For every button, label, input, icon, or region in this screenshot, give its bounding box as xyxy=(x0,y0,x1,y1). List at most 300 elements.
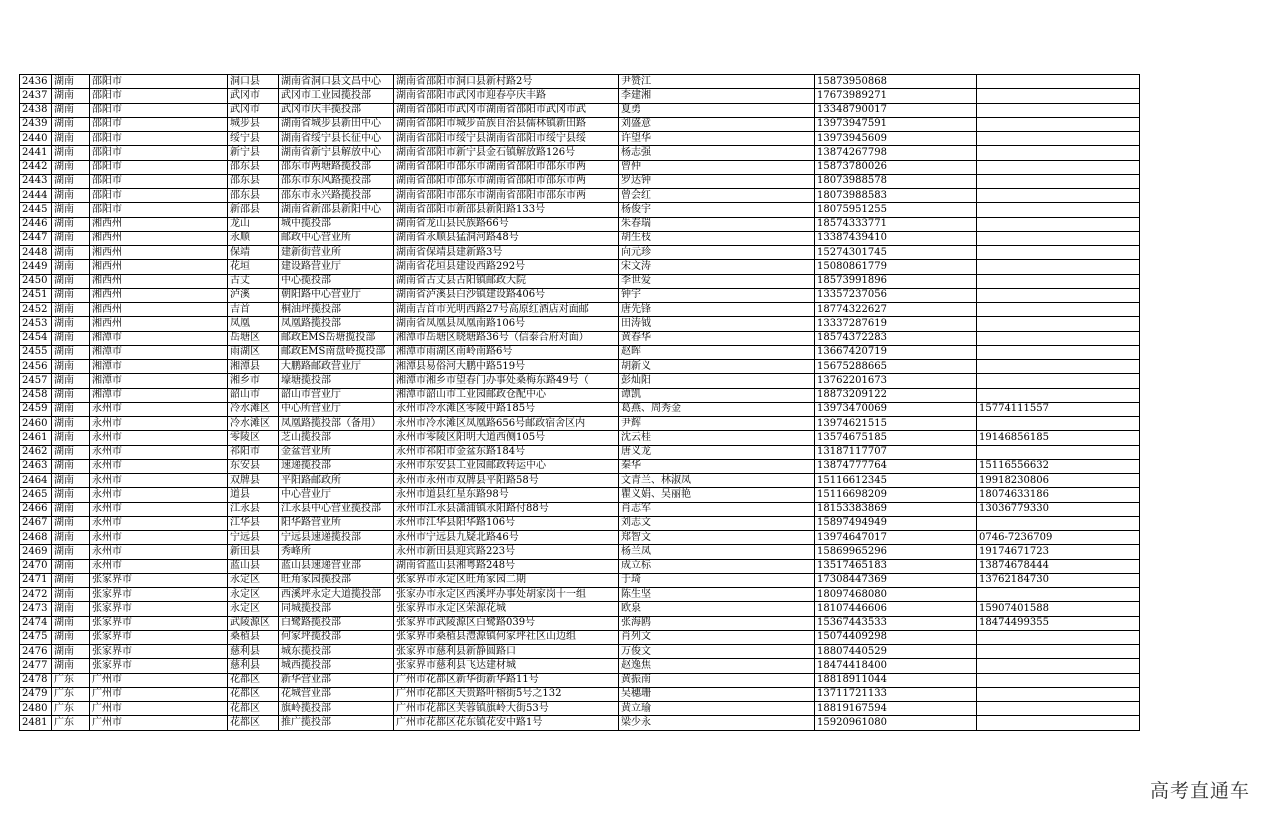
district-cell: 宁远县 xyxy=(228,531,279,545)
contact-person-cell: 肖志军 xyxy=(619,502,815,516)
outlet-name-cell: 旺角家园揽投部 xyxy=(279,573,394,587)
province-cell: 湖南 xyxy=(52,502,90,516)
phone-cell: 13337287619 xyxy=(815,317,977,331)
table-row xyxy=(20,132,1140,146)
phone-cell: 18474418400 xyxy=(815,659,977,673)
alt-phone-cell xyxy=(977,203,1140,217)
row-number-cell: 2475 xyxy=(20,630,52,644)
address-cell: 永州市零陵区阳明大道西侧105号 xyxy=(394,431,619,445)
outlet-name-cell: 花城营业部 xyxy=(279,687,394,701)
province-cell: 湖南 xyxy=(52,374,90,388)
city-cell: 张家界市 xyxy=(90,602,228,616)
phone-cell: 17308447369 xyxy=(815,573,977,587)
address-cell: 张家界市慈利县新静圆路口 xyxy=(394,645,619,659)
outlet-name-cell: 韶山市营业厅 xyxy=(279,388,394,402)
phone-cell: 18807440529 xyxy=(815,645,977,659)
phone-cell: 18073988583 xyxy=(815,189,977,203)
phone-cell: 15367443533 xyxy=(815,616,977,630)
table-row xyxy=(20,160,1140,174)
table-row xyxy=(20,146,1140,160)
table-row xyxy=(20,531,1140,545)
contact-person-cell: 葛燕、周秀金 xyxy=(619,402,815,416)
district-cell: 新邵县 xyxy=(228,203,279,217)
table-row xyxy=(20,645,1140,659)
province-cell: 湖南 xyxy=(52,146,90,160)
phone-cell: 18574372283 xyxy=(815,331,977,345)
contact-person-cell: 赵逸焦 xyxy=(619,659,815,673)
district-cell: 保靖 xyxy=(228,246,279,260)
alt-phone-cell: 15907401588 xyxy=(977,602,1140,616)
phone-cell: 13973945609 xyxy=(815,132,977,146)
contact-person-cell: 欧泉 xyxy=(619,602,815,616)
row-number-cell: 2467 xyxy=(20,516,52,530)
contact-person-cell: 吴穗珊 xyxy=(619,687,815,701)
province-cell: 湖南 xyxy=(52,388,90,402)
phone-cell: 18873209122 xyxy=(815,388,977,402)
row-number-cell: 2479 xyxy=(20,687,52,701)
district-cell: 永定区 xyxy=(228,573,279,587)
contact-person-cell: 黄立瑜 xyxy=(619,702,815,716)
city-cell: 邵阳市 xyxy=(90,189,228,203)
alt-phone-cell xyxy=(977,388,1140,402)
address-cell: 永州市祁阳市金盆东路184号 xyxy=(394,445,619,459)
alt-phone-cell xyxy=(977,146,1140,160)
alt-phone-cell xyxy=(977,702,1140,716)
district-cell: 永顺 xyxy=(228,231,279,245)
province-cell: 湖南 xyxy=(52,103,90,117)
contact-person-cell: 文青兰、林淑凤 xyxy=(619,474,815,488)
city-cell: 湘西州 xyxy=(90,288,228,302)
table-row xyxy=(20,345,1140,359)
table-row xyxy=(20,388,1140,402)
watermark: 高考直通车 xyxy=(1149,780,1250,802)
table-row xyxy=(20,516,1140,530)
outlet-name-cell: 湖南省洞口县文昌中心 xyxy=(279,75,394,89)
alt-phone-cell: 19146856185 xyxy=(977,431,1140,445)
district-cell: 花垣 xyxy=(228,260,279,274)
alt-phone-cell xyxy=(977,417,1140,431)
alt-phone-cell xyxy=(977,246,1140,260)
city-cell: 湘潭市 xyxy=(90,345,228,359)
table-row xyxy=(20,417,1140,431)
city-cell: 邵阳市 xyxy=(90,89,228,103)
row-number-cell: 2446 xyxy=(20,217,52,231)
contact-person-cell: 秦华 xyxy=(619,459,815,473)
alt-phone-cell xyxy=(977,345,1140,359)
city-cell: 湘西州 xyxy=(90,260,228,274)
contact-person-cell: 钟宇 xyxy=(619,288,815,302)
alt-phone-cell: 13762184730 xyxy=(977,573,1140,587)
contact-person-cell: 万俊文 xyxy=(619,645,815,659)
table-row xyxy=(20,488,1140,502)
alt-phone-cell xyxy=(977,160,1140,174)
address-cell: 永州市江华县阳华路106号 xyxy=(394,516,619,530)
alt-phone-cell: 18474499355 xyxy=(977,616,1140,630)
alt-phone-cell: 13874678444 xyxy=(977,559,1140,573)
outlet-name-cell: 江永县中心营业揽投部 xyxy=(279,502,394,516)
district-cell: 花都区 xyxy=(228,716,279,730)
district-cell: 新田县 xyxy=(228,545,279,559)
row-number-cell: 2461 xyxy=(20,431,52,445)
row-number-cell: 2465 xyxy=(20,488,52,502)
phone-cell: 15873780026 xyxy=(815,160,977,174)
phone-cell: 18097468080 xyxy=(815,588,977,602)
province-cell: 湖南 xyxy=(52,303,90,317)
phone-cell: 15074409298 xyxy=(815,630,977,644)
alt-phone-cell xyxy=(977,673,1140,687)
row-number-cell: 2476 xyxy=(20,645,52,659)
row-number-cell: 2473 xyxy=(20,602,52,616)
address-cell: 湖南省邵阳市武冈市迎春亭庆丰路 xyxy=(394,89,619,103)
outlet-name-cell: 湖南省新宁县解放中心 xyxy=(279,146,394,160)
contact-person-cell: 李建湘 xyxy=(619,89,815,103)
district-cell: 凤凰 xyxy=(228,317,279,331)
outlet-name-cell: 邵东市东风路揽投部 xyxy=(279,174,394,188)
district-cell: 吉首 xyxy=(228,303,279,317)
alt-phone-cell xyxy=(977,645,1140,659)
district-cell: 蓝山县 xyxy=(228,559,279,573)
province-cell: 湖南 xyxy=(52,417,90,431)
table-row xyxy=(20,246,1140,260)
address-cell: 湖南省蓝山县湘粤路248号 xyxy=(394,559,619,573)
table-row xyxy=(20,559,1140,573)
phone-cell: 18153383869 xyxy=(815,502,977,516)
outlet-name-cell: 旗岭揽投部 xyxy=(279,702,394,716)
alt-phone-cell xyxy=(977,516,1140,530)
contact-person-cell: 曾会红 xyxy=(619,189,815,203)
outlet-name-cell: 平阳路邮政所 xyxy=(279,474,394,488)
outlet-name-cell: 芝山揽投部 xyxy=(279,431,394,445)
phone-cell: 18819167594 xyxy=(815,702,977,716)
address-table xyxy=(19,74,1140,731)
row-number-cell: 2469 xyxy=(20,545,52,559)
district-cell: 花都区 xyxy=(228,687,279,701)
district-cell: 绥宁县 xyxy=(228,132,279,146)
row-number-cell: 2477 xyxy=(20,659,52,673)
address-cell: 张家界市桑植县澧源镇何家坪社区山边组 xyxy=(394,630,619,644)
district-cell: 零陵区 xyxy=(228,431,279,445)
alt-phone-cell: 15774111557 xyxy=(977,402,1140,416)
district-cell: 慈利县 xyxy=(228,659,279,673)
district-cell: 江永县 xyxy=(228,502,279,516)
table-row xyxy=(20,588,1140,602)
table-row xyxy=(20,89,1140,103)
city-cell: 永州市 xyxy=(90,559,228,573)
row-number-cell: 2456 xyxy=(20,360,52,374)
address-cell: 湖南省龙山县民族路66号 xyxy=(394,217,619,231)
phone-cell: 18073988578 xyxy=(815,174,977,188)
address-cell: 湘潭县易俗河大鹏中路519号 xyxy=(394,360,619,374)
contact-person-cell: 杨俊宇 xyxy=(619,203,815,217)
province-cell: 湖南 xyxy=(52,474,90,488)
table-row xyxy=(20,203,1140,217)
alt-phone-cell: 19918230806 xyxy=(977,474,1140,488)
phone-cell: 15873950868 xyxy=(815,75,977,89)
city-cell: 广州市 xyxy=(90,687,228,701)
row-number-cell: 2438 xyxy=(20,103,52,117)
contact-person-cell: 罗达钟 xyxy=(619,174,815,188)
city-cell: 永州市 xyxy=(90,417,228,431)
outlet-name-cell: 宁远县速递揽投部 xyxy=(279,531,394,545)
city-cell: 湘西州 xyxy=(90,274,228,288)
row-number-cell: 2439 xyxy=(20,117,52,131)
alt-phone-cell xyxy=(977,174,1140,188)
province-cell: 湖南 xyxy=(52,431,90,445)
address-cell: 张家办市永定区西溪坪办事处胡家岗十一组 xyxy=(394,588,619,602)
table-row xyxy=(20,288,1140,302)
table-row xyxy=(20,673,1140,687)
table-row xyxy=(20,602,1140,616)
district-cell: 慈利县 xyxy=(228,645,279,659)
address-cell: 永州市冷水滩区凤凰路656号邮政宿舍区内 xyxy=(394,417,619,431)
district-cell: 邵东县 xyxy=(228,189,279,203)
province-cell: 湖南 xyxy=(52,317,90,331)
city-cell: 湘西州 xyxy=(90,303,228,317)
city-cell: 永州市 xyxy=(90,445,228,459)
contact-person-cell: 夏勇 xyxy=(619,103,815,117)
province-cell: 湖南 xyxy=(52,331,90,345)
city-cell: 永州市 xyxy=(90,502,228,516)
contact-person-cell: 向元珍 xyxy=(619,246,815,260)
city-cell: 永州市 xyxy=(90,459,228,473)
phone-cell: 18818911044 xyxy=(815,673,977,687)
contact-person-cell: 成立标 xyxy=(619,559,815,573)
province-cell: 湖南 xyxy=(52,573,90,587)
alt-phone-cell xyxy=(977,117,1140,131)
district-cell: 龙山 xyxy=(228,217,279,231)
alt-phone-cell: 15116556632 xyxy=(977,459,1140,473)
row-number-cell: 2452 xyxy=(20,303,52,317)
outlet-name-cell: 建设路营业厅 xyxy=(279,260,394,274)
row-number-cell: 2440 xyxy=(20,132,52,146)
address-cell: 张家界市永定区旺角家园二期 xyxy=(394,573,619,587)
city-cell: 湘西州 xyxy=(90,246,228,260)
district-cell: 洞口县 xyxy=(228,75,279,89)
table-row xyxy=(20,231,1140,245)
row-number-cell: 2474 xyxy=(20,616,52,630)
outlet-name-cell: 建新街营业所 xyxy=(279,246,394,260)
table-row xyxy=(20,317,1140,331)
table-row xyxy=(20,502,1140,516)
table-row xyxy=(20,174,1140,188)
city-cell: 张家界市 xyxy=(90,630,228,644)
row-number-cell: 2449 xyxy=(20,260,52,274)
district-cell: 东安县 xyxy=(228,459,279,473)
province-cell: 湖南 xyxy=(52,360,90,374)
phone-cell: 15897494949 xyxy=(815,516,977,530)
address-cell: 广州市花都区天贵路叶榕街5号之132 xyxy=(394,687,619,701)
address-cell: 湖南省凤凰县凤凰南路106号 xyxy=(394,317,619,331)
contact-person-cell: 唐先锋 xyxy=(619,303,815,317)
row-number-cell: 2480 xyxy=(20,702,52,716)
outlet-name-cell: 何家坪揽投部 xyxy=(279,630,394,644)
outlet-name-cell: 邵东市两塘路揽投部 xyxy=(279,160,394,174)
province-cell: 湖南 xyxy=(52,630,90,644)
phone-cell: 18574333771 xyxy=(815,217,977,231)
district-cell: 湘乡市 xyxy=(228,374,279,388)
table-row xyxy=(20,374,1140,388)
province-cell: 湖南 xyxy=(52,445,90,459)
outlet-name-cell: 邵东市永兴路揽投部 xyxy=(279,189,394,203)
table-row xyxy=(20,545,1140,559)
province-cell: 广东 xyxy=(52,673,90,687)
address-cell: 广州市花都区花东镇花安中路1号 xyxy=(394,716,619,730)
row-number-cell: 2444 xyxy=(20,189,52,203)
contact-person-cell: 张海鸥 xyxy=(619,616,815,630)
row-number-cell: 2459 xyxy=(20,402,52,416)
phone-cell: 15116612345 xyxy=(815,474,977,488)
city-cell: 广州市 xyxy=(90,716,228,730)
province-cell: 湖南 xyxy=(52,645,90,659)
city-cell: 永州市 xyxy=(90,516,228,530)
contact-person-cell: 胡新义 xyxy=(619,360,815,374)
phone-cell: 18573991896 xyxy=(815,274,977,288)
row-number-cell: 2463 xyxy=(20,459,52,473)
province-cell: 广东 xyxy=(52,716,90,730)
table-row xyxy=(20,189,1140,203)
outlet-name-cell: 桐油坪揽投部 xyxy=(279,303,394,317)
district-cell: 桑植县 xyxy=(228,630,279,644)
outlet-name-cell: 凤凰路揽投部（备用） xyxy=(279,417,394,431)
phone-cell: 18774322627 xyxy=(815,303,977,317)
city-cell: 张家界市 xyxy=(90,573,228,587)
district-cell: 岳塘区 xyxy=(228,331,279,345)
address-cell: 永州市新田县迎宾路223号 xyxy=(394,545,619,559)
province-cell: 广东 xyxy=(52,702,90,716)
row-number-cell: 2441 xyxy=(20,146,52,160)
district-cell: 双牌县 xyxy=(228,474,279,488)
outlet-name-cell: 湖南省城步县新田中心 xyxy=(279,117,394,131)
outlet-name-cell: 蓝山县速递营业部 xyxy=(279,559,394,573)
province-cell: 湖南 xyxy=(52,588,90,602)
city-cell: 永州市 xyxy=(90,531,228,545)
outlet-name-cell: 中心所营业厅 xyxy=(279,402,394,416)
district-cell: 武陵源区 xyxy=(228,616,279,630)
outlet-name-cell: 大鹏路邮政营业厅 xyxy=(279,360,394,374)
alt-phone-cell xyxy=(977,374,1140,388)
city-cell: 湘西州 xyxy=(90,217,228,231)
contact-person-cell: 尹赞江 xyxy=(619,75,815,89)
alt-phone-cell xyxy=(977,217,1140,231)
alt-phone-cell xyxy=(977,630,1140,644)
outlet-name-cell: 同城揽投部 xyxy=(279,602,394,616)
phone-cell: 15080861779 xyxy=(815,260,977,274)
contact-person-cell: 于琦 xyxy=(619,573,815,587)
alt-phone-cell xyxy=(977,331,1140,345)
address-cell: 张家界市慈利县飞达建材城 xyxy=(394,659,619,673)
phone-cell: 13517465183 xyxy=(815,559,977,573)
alt-phone-cell xyxy=(977,716,1140,730)
table-row xyxy=(20,431,1140,445)
contact-person-cell: 杨兰凤 xyxy=(619,545,815,559)
row-number-cell: 2442 xyxy=(20,160,52,174)
city-cell: 邵阳市 xyxy=(90,203,228,217)
city-cell: 邵阳市 xyxy=(90,103,228,117)
contact-person-cell: 瞿义娟、吴丽艳 xyxy=(619,488,815,502)
contact-person-cell: 田涛钺 xyxy=(619,317,815,331)
district-cell: 武冈市 xyxy=(228,89,279,103)
outlet-name-cell: 壕塘揽投部 xyxy=(279,374,394,388)
district-cell: 邵东县 xyxy=(228,174,279,188)
phone-cell: 15274301745 xyxy=(815,246,977,260)
district-cell: 永定区 xyxy=(228,588,279,602)
province-cell: 湖南 xyxy=(52,516,90,530)
outlet-name-cell: 凤凰路揽投部 xyxy=(279,317,394,331)
district-cell: 古丈 xyxy=(228,274,279,288)
alt-phone-cell xyxy=(977,132,1140,146)
phone-cell: 18107446606 xyxy=(815,602,977,616)
outlet-name-cell: 西溪坪永定大道揽投部 xyxy=(279,588,394,602)
alt-phone-cell xyxy=(977,588,1140,602)
city-cell: 广州市 xyxy=(90,702,228,716)
table-row xyxy=(20,716,1140,730)
city-cell: 张家界市 xyxy=(90,588,228,602)
district-cell: 花都区 xyxy=(228,702,279,716)
city-cell: 永州市 xyxy=(90,474,228,488)
alt-phone-cell xyxy=(977,288,1140,302)
address-cell: 永州市永州市双牌县平阳路58号 xyxy=(394,474,619,488)
table-row xyxy=(20,303,1140,317)
alt-phone-cell xyxy=(977,303,1140,317)
table-row xyxy=(20,616,1140,630)
city-cell: 永州市 xyxy=(90,431,228,445)
contact-person-cell: 黄振南 xyxy=(619,673,815,687)
alt-phone-cell xyxy=(977,103,1140,117)
province-cell: 广东 xyxy=(52,687,90,701)
city-cell: 湘潭市 xyxy=(90,374,228,388)
phone-cell: 13874267798 xyxy=(815,146,977,160)
table-row xyxy=(20,687,1140,701)
address-cell: 湖南省花垣县建设西路292号 xyxy=(394,260,619,274)
table-row xyxy=(20,630,1140,644)
table-row xyxy=(20,117,1140,131)
row-number-cell: 2443 xyxy=(20,174,52,188)
city-cell: 张家界市 xyxy=(90,645,228,659)
alt-phone-cell xyxy=(977,360,1140,374)
row-number-cell: 2472 xyxy=(20,588,52,602)
city-cell: 邵阳市 xyxy=(90,75,228,89)
district-cell: 邵东县 xyxy=(228,160,279,174)
table-row xyxy=(20,360,1140,374)
city-cell: 张家界市 xyxy=(90,616,228,630)
province-cell: 湖南 xyxy=(52,160,90,174)
contact-person-cell: 黄春华 xyxy=(619,331,815,345)
province-cell: 湖南 xyxy=(52,659,90,673)
city-cell: 湘潭市 xyxy=(90,388,228,402)
province-cell: 湖南 xyxy=(52,260,90,274)
row-number-cell: 2466 xyxy=(20,502,52,516)
address-cell: 永州市东安县工业园邮政转运中心 xyxy=(394,459,619,473)
address-cell: 张家界市武陵源区白鹭路039号 xyxy=(394,616,619,630)
address-cell: 永州市道县红星东路98号 xyxy=(394,488,619,502)
outlet-name-cell: 湖南省绥宁县长征中心 xyxy=(279,132,394,146)
row-number-cell: 2447 xyxy=(20,231,52,245)
phone-cell: 18075951255 xyxy=(815,203,977,217)
city-cell: 邵阳市 xyxy=(90,160,228,174)
row-number-cell: 2445 xyxy=(20,203,52,217)
province-cell: 湖南 xyxy=(52,174,90,188)
district-cell: 冷水滩区 xyxy=(228,417,279,431)
province-cell: 湖南 xyxy=(52,602,90,616)
address-cell: 湖南省邵阳市城步苗族自治县儒林镇新田路 xyxy=(394,117,619,131)
outlet-name-cell: 武冈市庆丰揽投部 xyxy=(279,103,394,117)
outlet-name-cell: 中心揽投部 xyxy=(279,274,394,288)
alt-phone-cell: 18074633186 xyxy=(977,488,1140,502)
district-cell: 花都区 xyxy=(228,673,279,687)
address-cell: 湖南省保靖县建新路3号 xyxy=(394,246,619,260)
province-cell: 湖南 xyxy=(52,545,90,559)
province-cell: 湖南 xyxy=(52,559,90,573)
